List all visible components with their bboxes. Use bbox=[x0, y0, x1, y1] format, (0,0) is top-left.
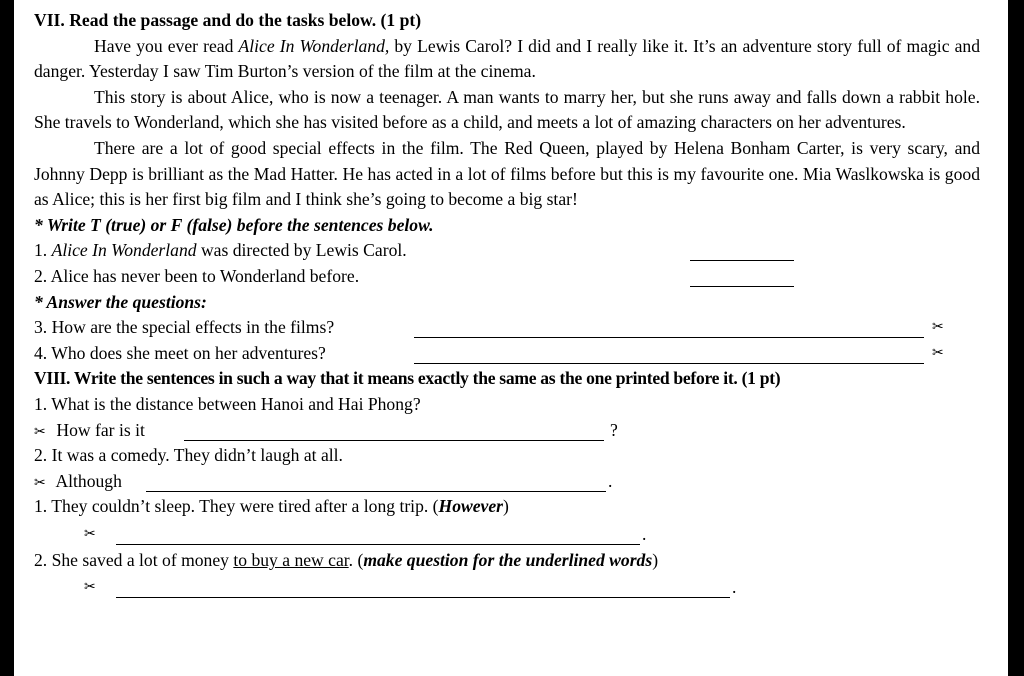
answer-3-blank[interactable] bbox=[414, 321, 924, 338]
rewrite-2: 2. It was a comedy. They didn’t laugh at all. bbox=[34, 445, 343, 466]
scissors-icon: ✂ bbox=[932, 320, 944, 336]
rewrite-4-blank[interactable] bbox=[116, 581, 730, 598]
scissors-icon: ✂ bbox=[34, 475, 46, 491]
rewrite-2-answer: ✂ Although . bbox=[34, 469, 980, 495]
rewrite-3-answer: ✂ . bbox=[34, 520, 980, 548]
passage-para-1: Have you ever read Alice In Wonderland, by Lewis Carol? I did and I really like it. It’s an adventure story full of magic and danger. Yesterday I saw Tim Burton’s version of the film at the cinema. bbox=[34, 35, 981, 82]
answer-instruction: * Answer the questions: bbox=[34, 291, 207, 312]
section-7-heading: VII. Read the passage and do the tasks below. (1 pt) bbox=[34, 10, 422, 30]
answer-question-3: 3. How are the special effects in the films? ✂ bbox=[34, 315, 980, 341]
rewrite-3-blank[interactable] bbox=[116, 528, 640, 545]
section-8-heading: VIII. Write the sentences in such a way that it means exactly the same as the one printed before it. (1 pt) bbox=[34, 368, 781, 389]
rewrite-4-answer: ✂ . bbox=[34, 573, 980, 601]
tf-question-2: 2. Alice has never been to Wonderland before. bbox=[34, 264, 980, 290]
rewrite-3: 1. They couldn’t sleep. They were tired after a long trip. (However) bbox=[34, 496, 509, 517]
scissors-icon: ✂ bbox=[932, 345, 944, 361]
scissors-icon: ✂ bbox=[34, 424, 46, 440]
rewrite-2-blank[interactable] bbox=[146, 475, 606, 492]
answer-4-blank[interactable] bbox=[414, 347, 924, 364]
tf-question-1: 1. Alice In Wonderland was directed by Lewis Carol. bbox=[34, 238, 980, 264]
rewrite-1-answer: ✂ How far is it ? bbox=[34, 418, 980, 444]
passage-para-2: This story is about Alice, who is now a teenager. A man wants to marry her, but she runs away and falls down a rabbit hole. She travels to Wonderland, which she has visited before as a child, and meets a lot of amazing characters on her adventures. bbox=[34, 86, 980, 133]
rewrite-1-blank[interactable] bbox=[184, 424, 604, 441]
rewrite-4: 2. She saved a lot of money to buy a new car. (make question for the underlined words) bbox=[34, 549, 659, 570]
tf-answer-2-blank[interactable] bbox=[690, 270, 794, 287]
worksheet-page bbox=[14, 0, 1008, 676]
scissors-icon: ✂ bbox=[84, 526, 96, 542]
scissors-icon: ✂ bbox=[84, 580, 96, 596]
tf-instruction: * Write T (true) or F (false) before the sentences below. bbox=[34, 214, 434, 235]
passage-para-3: There are a lot of good special effects in the film. The Red Queen, played by Helena Bonham Carter, is very scary, and Johnny Depp is brilliant as the Mad Hatter. He has acted in a lot of films before but this is my favourite one. Mia Waslkowska is good as Alice; this is her first big film and I think she’s going to become a big star! bbox=[34, 137, 980, 210]
rewrite-1: 1. What is the distance between Hanoi and Hai Phong? bbox=[34, 393, 421, 414]
answer-question-4: 4. Who does she meet on her adventures? ✂ bbox=[34, 341, 980, 367]
tf-answer-1-blank[interactable] bbox=[690, 244, 794, 261]
